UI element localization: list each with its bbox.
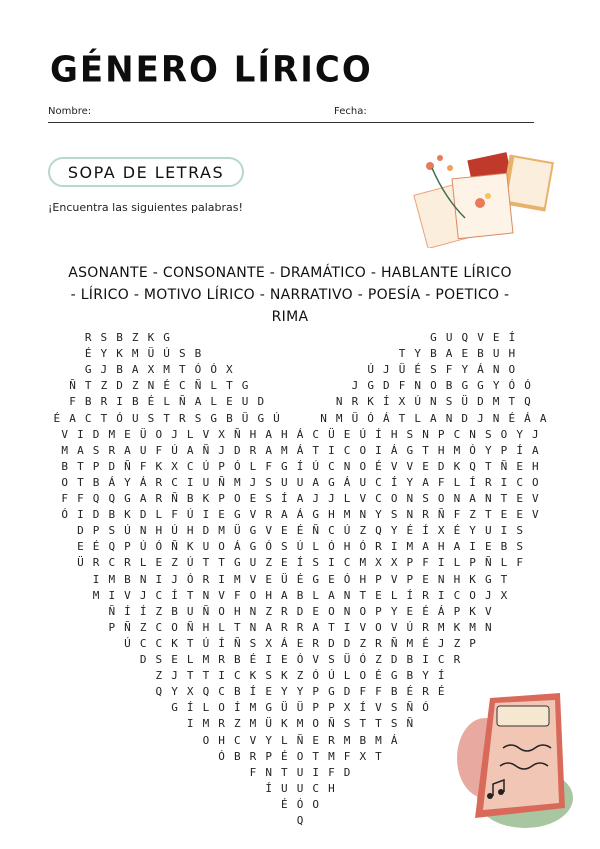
grid-row: Ú C C K T Ú Í Ñ S X Á E R D D Z R Ñ M É J Z P (124, 636, 476, 650)
grid-row: F F Q Q G A R Ñ B K P O E S Í A J J L V C O N S O N A N T E V (61, 492, 539, 505)
grid-row: D P S Ú N H Ú H D M Ü G V E É Ñ C Ú Z Q Y É Í X É Y U I S (77, 524, 523, 538)
song-sheet-illustration (455, 688, 575, 828)
grid-row: É Ó O (281, 797, 319, 811)
grid-row: V I D M E Ü O J L V X Ñ H A H Á C Ü E Ú Í H S N P C N S O Y J (61, 427, 539, 441)
books-illustration (410, 148, 560, 248)
word-list-line: RIMA (271, 309, 309, 325)
grid-row: Í U U C H (265, 781, 335, 795)
page-title: GÉNERO LÍRICO (50, 49, 373, 91)
grid-row: I M B N I J Ó R I M V E Ü É G E Ó H P V P E N H K G T (92, 572, 508, 586)
grid-row: Q Y X Q C B Í E Y Y P G D F F B É R É (155, 685, 445, 699)
grid-row: M I V J C Í T N V F O H A B L A N T E L Í R I C O J X (92, 588, 508, 602)
word-list-line: - LÍRICO - MOTIVO LÍRICO - NARRATIVO - POESÍA - POETICO - (70, 287, 510, 303)
header-divider (48, 122, 534, 123)
date-label: Fecha: (334, 106, 367, 117)
grid-row: B T P D Ñ F K X C Ú P Ó L F G Í Ú C N O É V V E D K Q T Ñ E H (61, 459, 539, 473)
grid-row: Ó B R P É O T M F X T (218, 749, 382, 763)
grid-row: D S E L M R B É I E Ó V S Ü Ó Z D B I C R (139, 653, 461, 666)
grid-row: F B R I B É L Ñ A L E U D N R K Í X Ú N S Ü D M T Q (69, 395, 531, 409)
word-list-line: ASONANTE - CONSONANTE - DRAMÁTICO - HABLANTE LÍRICO (68, 265, 512, 281)
grid-row: É Y K M Ü Ú S B T Y B A E B U H (84, 347, 516, 361)
grid-row: O H C V Y L Ñ E R M B M Á (202, 733, 398, 747)
grid-row: Q (296, 814, 304, 827)
grid-row: G Í L O Í M G Ü Ü P P X Í V S Ñ Ó (171, 701, 429, 715)
instruction-text: ¡Encuentra las siguientes palabras! (48, 201, 243, 214)
grid-row: P Ñ Z C O Ñ H L T N A R R A T I V O V Ú R M K M N (108, 620, 492, 634)
grid-row: I M R Z M Ü K M O Ñ S T T S Ñ (186, 717, 414, 731)
grid-row: E É Q P Ú Ó Ñ K U O Á G Ó S Ú L Ó H Ó R I M A H A I E B S (77, 540, 523, 554)
grid-row: Ü R C R L E Z Ú T T G U Z E Í S I C M X X P F I L P Ñ L F (77, 556, 523, 570)
grid-row: R S B Z K G G U Q V E Í (84, 331, 516, 344)
grid-row: Ó I D B K D L F Ú I E G V R A Á G H M N Y S N R Ñ F Z T E E V (61, 508, 539, 522)
section-badge-label: SOPA DE LETRAS (67, 162, 225, 182)
grid-row: Ñ Í Í Z B U Ñ O H N Z R D E O N O P Y E É Á P K V (108, 604, 492, 618)
section-badge (48, 157, 244, 187)
grid-row: M A S R A U F Ú A Ñ J D R A M Á T I C O I Á G T H M Ó Y P Í A (61, 443, 539, 457)
name-label: Nombre: (48, 106, 92, 117)
grid-row: G J B A X M T Ó Ó X Ú J Ü É S F Y Á N O (84, 363, 516, 377)
grid-row: Ñ T Z D Z N É C Ñ L T G J G D F N O B G G Y Ó Ó (69, 379, 531, 393)
grid-row: F N T U I F D (249, 765, 351, 779)
word-list (48, 262, 532, 328)
grid-row: Z J T T I C K S K Z Ó Ú L O É G B Y Í (155, 669, 445, 683)
grid-row: É A C T Ó U S T R S G B Ü G Ú N M Ü Ó Á T L A N D J N É Á A (53, 411, 547, 425)
grid-row: O T B Á Y Á R C I U Ñ M J S U U A G Á U C Í Y A F L Í R I C O (61, 475, 539, 489)
